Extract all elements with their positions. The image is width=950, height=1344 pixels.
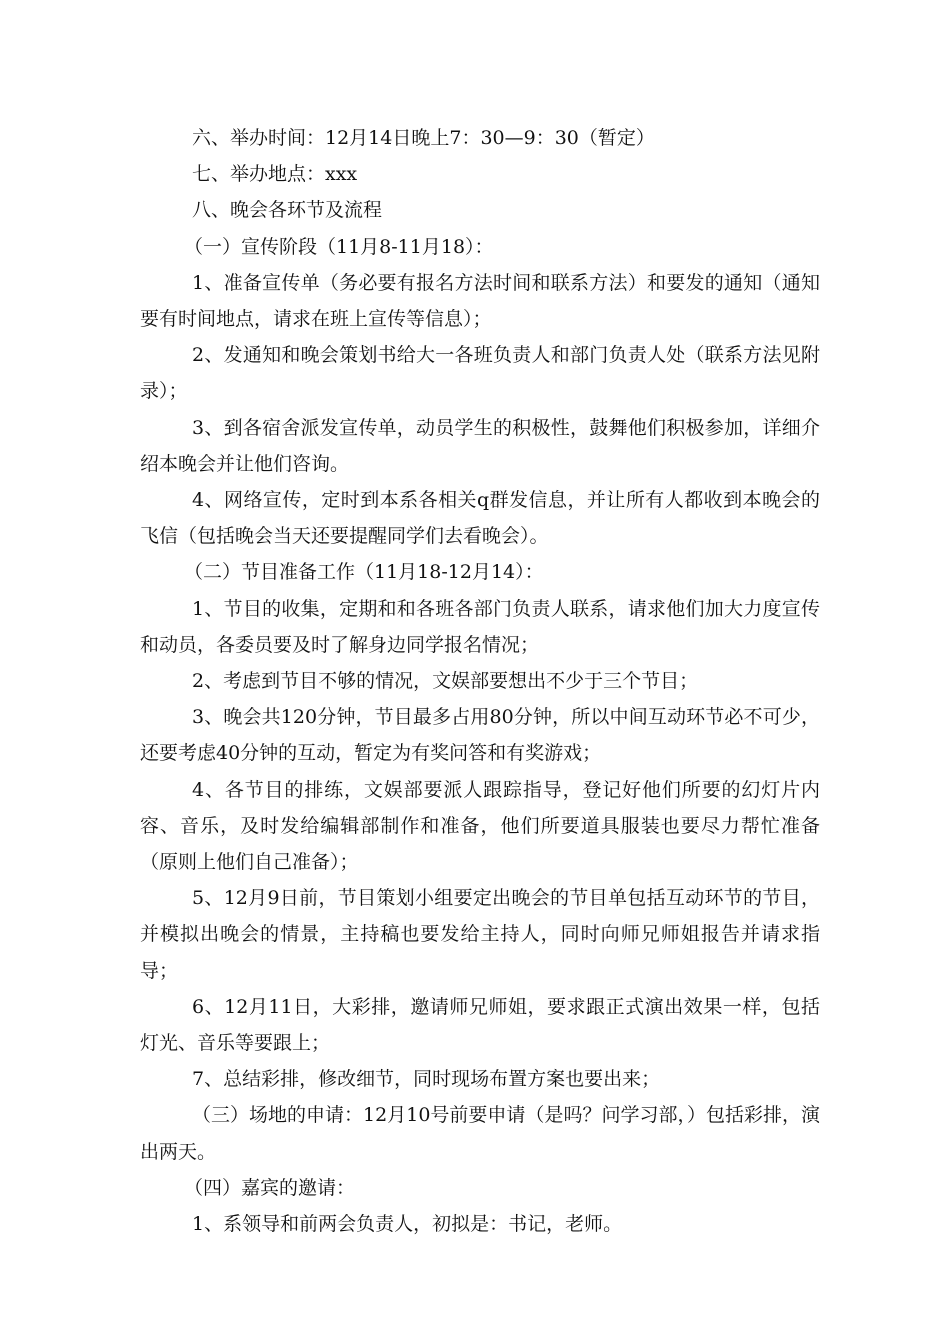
paragraph-time: 六、举办时间：12月14日晚上7：30—9：30（暂定）: [192, 127, 655, 149]
list-item: 3、到各宿舍派发宣传单，动员学生的积极性，鼓舞他们积极参加，详细介绍本晚会并让他们咨询。: [140, 416, 820, 475]
list-item: 3、晚会共120分钟，节目最多占用80分钟，所以中间互动环节必不可少，还要考虑40分钟的互动，暂定为有奖问答和有奖游戏；: [140, 706, 820, 765]
list-item: 4、各节目的排练，文娱部要派人跟踪指导，登记好他们所要的幻灯片内容、音乐，及时发给编辑部制作和准备，他们所要道具服装也要尽力帮忙准备（原则上他们自己准备）；: [140, 778, 820, 874]
list-item: 1、准备宣传单（务必要有报名方法时间和联系方法）和要发的通知（通知要有时间地点，请求在班上宣传等信息）；: [140, 271, 820, 331]
subsection-heading-guests: （四）嘉宾的邀请：: [184, 1176, 356, 1199]
list-item: 5、12月9日前，节目策划小组要定出晚会的节目单包括互动环节的节目，并模拟出晚会的情景，主持稿也要发给主持人，同时向师兄师姐报告并请求指导；: [140, 887, 820, 982]
subsection-venue-application: （三）场地的申请：12月10号前要申请（是吗？问学习部，）包括彩排，演出两天。: [140, 1104, 820, 1163]
subsection-heading-promotion: （一）宣传阶段（11月8-11月18）：: [184, 235, 494, 258]
list-item: 6、12月11日，大彩排，邀请师兄师姐，要求跟正式演出效果一样，包括灯光、音乐等要跟上；: [140, 995, 820, 1055]
section-heading-flow: 八、晚会各环节及流程: [192, 199, 383, 222]
list-item: 7、总结彩排，修改细节，同时现场布置方案也要出来；: [192, 1068, 661, 1091]
list-item: 1、节目的收集，定期和和各班各部门负责人联系，请求他们加大力度宣传和动员，各委员要及时了解身边同学报名情况；: [140, 597, 820, 656]
document-body: [140, 120, 820, 1242]
list-item: 2、发通知和晚会策划书给大一各班负责人和部门负责人处（联系方法见附录）；: [140, 344, 820, 403]
subsection-heading-program-prep: （二）节目准备工作（11月18-12月14）：: [184, 561, 544, 584]
list-item: 2、考虑到节目不够的情况，文娱部要想出不少于三个节目；: [192, 670, 699, 693]
list-item: 1、系领导和前两会负责人，初拟是：书记，老师。: [192, 1213, 623, 1236]
list-item: 4、网络宣传，定时到本系各相关q群发信息，并让所有人都收到本晚会的飞信（包括晚会当天还要提醒同学们去看晚会）。: [140, 489, 820, 548]
paragraph-location: 七、举办地点：xxx: [192, 163, 358, 186]
